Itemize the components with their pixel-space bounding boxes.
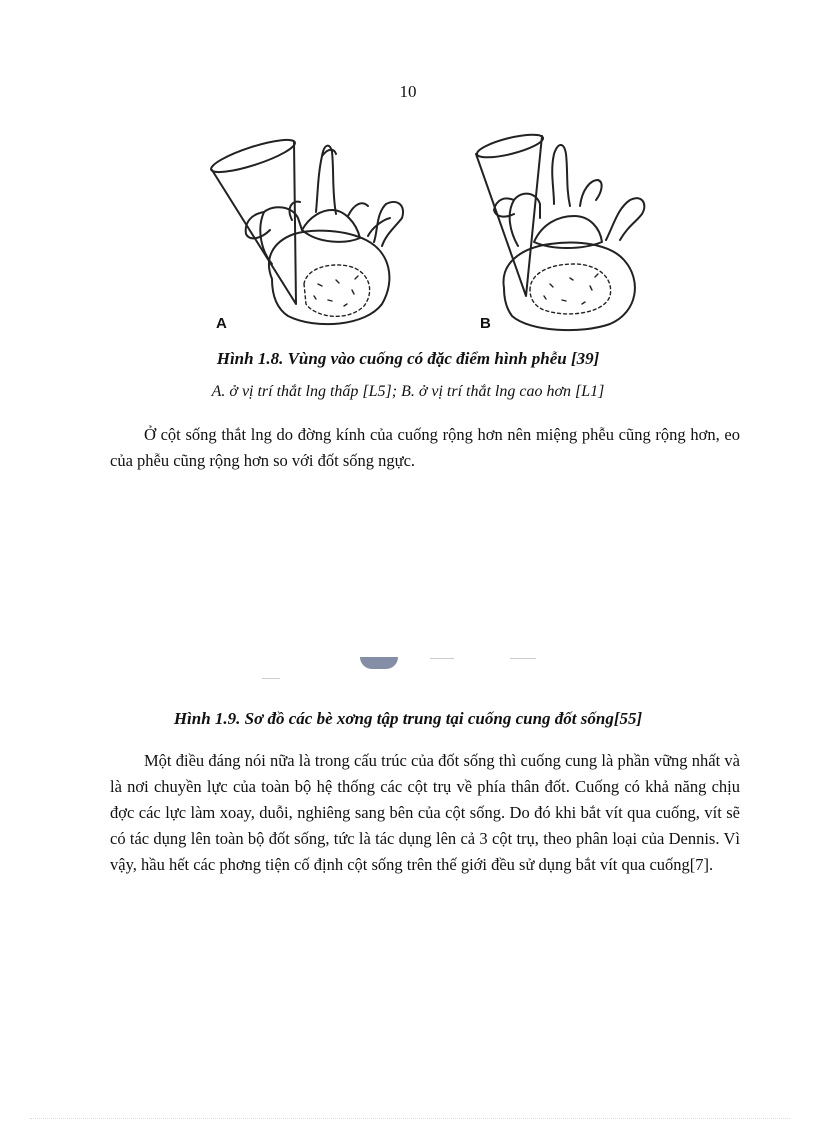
bottom-divider [30, 1118, 790, 1119]
figure-1-8-subcaption: A. ở vị trí thắt lng thấp [L5]; B. ở vị trí thắt lng cao hơn [L1] [211, 383, 605, 400]
figure-label-b: B [480, 315, 491, 332]
figure-1-9-speck [430, 658, 454, 659]
vertebra-figure-b [470, 128, 650, 333]
vertebra-figure-a [206, 134, 406, 334]
figure-1-9-speck [262, 678, 280, 679]
figure-1-9-speck [510, 658, 536, 659]
figure-1-9-caption: Hình 1.9. Sơ đồ các bè xơng tập trung tại cuống cung đốt sống[55] [173, 709, 643, 728]
paragraph-pedicle-width: Ở cột sống thắt lng do đờng kính của cuống rộng hơn nên miệng phễu cũng rộng hơn, eo của phễu cũng rộng hơn so với đốt sống ngực. [110, 425, 740, 470]
figure-1-9-image-remnant [360, 657, 398, 669]
figure-label-a: A [216, 315, 227, 332]
page-number: 10 [399, 82, 417, 101]
paragraph-pedicle-strength: Một điều đáng nói nữa là trong cấu trúc của đốt sống thì cuống cung là phần vững nhất và là nơi chuyền lực của toàn bộ hệ thống các cột trụ về phía thân đốt. Cuống có khả năng chịu đợc các lực làm xoay, duỗi, nghiêng sang bên của cột sống. Do đó khi bắt vít qua cuống, vít sẽ có tác dụng lên toàn bộ đốt sống, tức là tác dụng lên cả 3 cột trụ, theo phân loại của Dennis. Vì vậy, hầu hết các phơng tiện cố định cột sống trên thế giới đều sử dụng bắt vít qua cuống[7]. [110, 751, 740, 874]
figure-1-8-caption: Hình 1.8. Vùng vào cuống có đặc điểm hình phễu [39] [216, 349, 600, 368]
